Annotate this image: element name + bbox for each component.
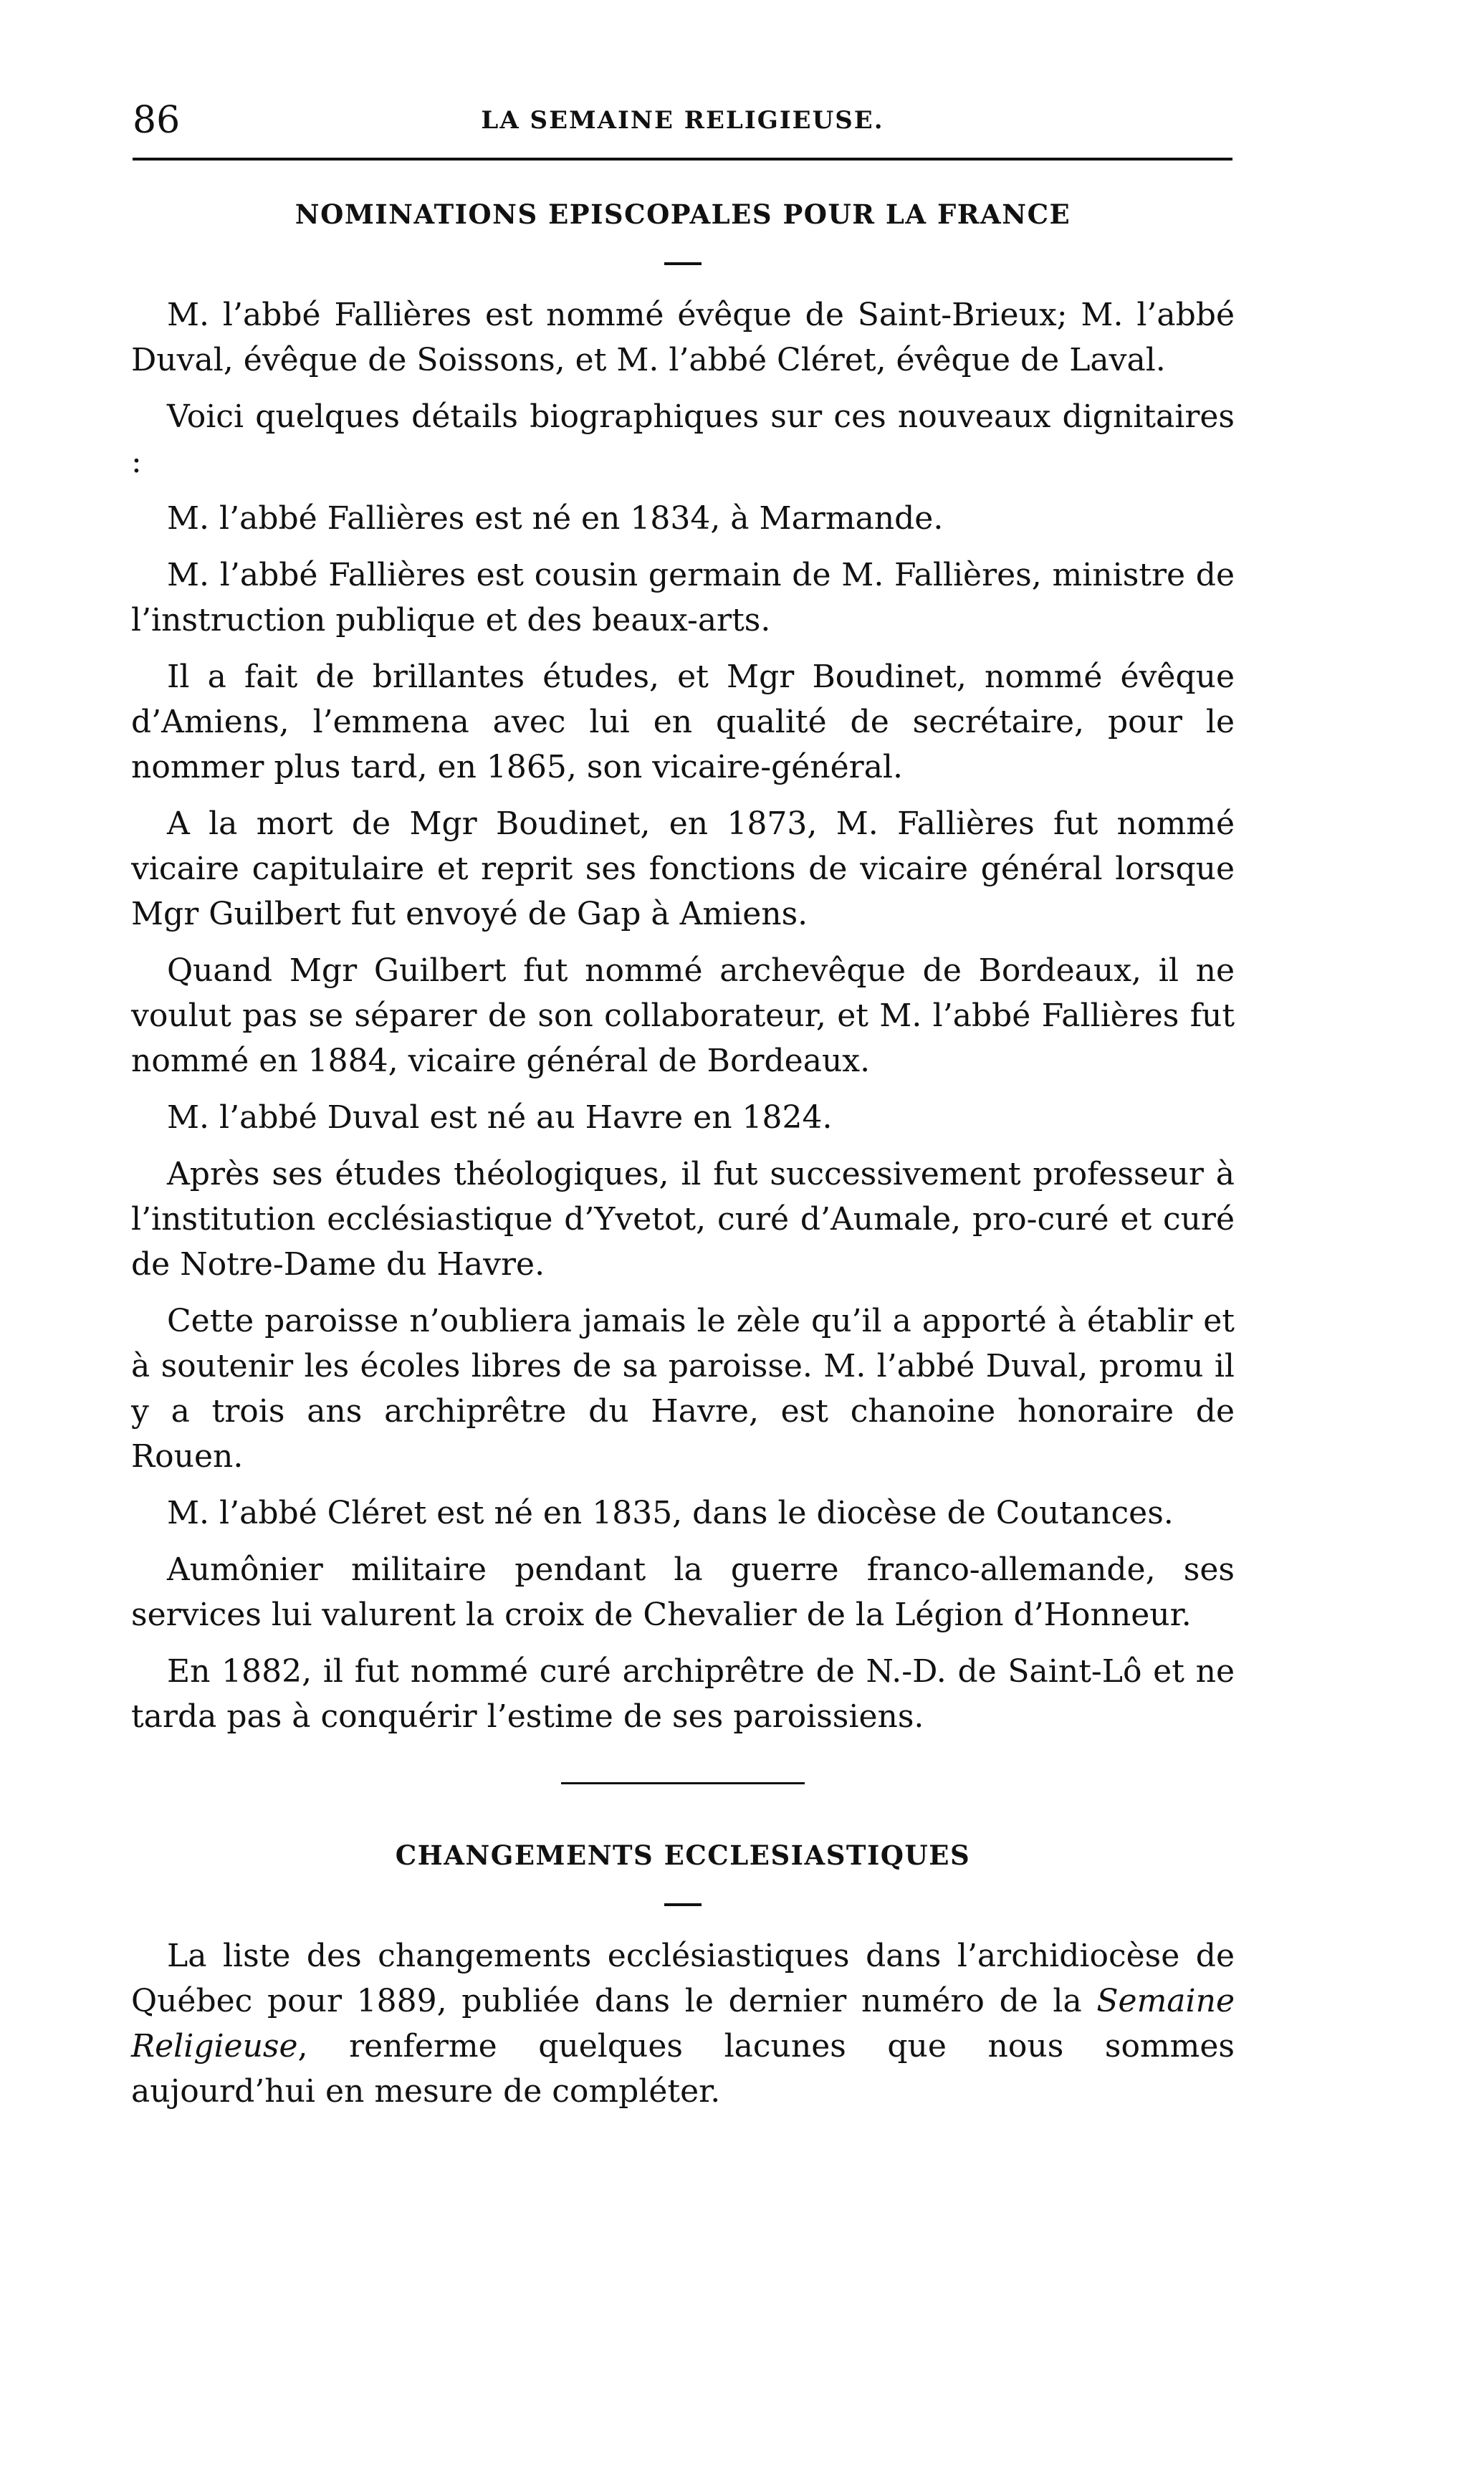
paragraph: En 1882, il fut nommé curé archiprêtre de N.-D. de Saint-Lô et ne tarda pas à conquérir l’estime de ses paroissiens. — [131, 1653, 1235, 1735]
paragraph: A la mort de Mgr Boudinet, en 1873, M. Fallières fut nommé vicaire capitulaire et reprit ses fonctions de vicaire général lorsque Mgr Guilbert fut envoyé de Gap à Amiens. — [131, 805, 1235, 932]
heading-dash — [664, 1903, 702, 1906]
paragraph: M. l’abbé Fallières est nommé évêque de Saint-Brieux; M. l’abbé Duval, évêque de Soissons, et M. l’abbé Cléret, évêque de Laval. — [131, 297, 1235, 378]
section-heading-changements: CHANGEMENTS ECCLESIASTIQUES — [395, 1839, 971, 1871]
heading-dash — [664, 262, 702, 265]
paragraph: Voici quelques détails biographiques sur ces nouveaux dignitaires : — [131, 398, 1235, 480]
page-content — [131, 193, 1235, 2125]
paragraph: M. l’abbé Cléret est né en 1835, dans le diocèse de Coutances. — [167, 1495, 1174, 1531]
journal-title: Semaine Religieuse — [131, 1983, 1235, 2065]
header-rule — [133, 158, 1232, 161]
paragraph: M. l’abbé Duval est né au Havre en 1824. — [167, 1099, 833, 1136]
paragraph: Aumônier militaire pendant la guerre franco-allemande, ses services lui valurent la croix de Chevalier de la Légion d’Honneur. — [131, 1551, 1235, 1633]
paragraph-text: La liste des changements ecclésiastiques dans l’archidiocèse de Québec pour 1889, publiée dans le dernier numéro de la — [131, 1938, 1235, 2019]
page-number: 86 — [133, 99, 181, 142]
paragraph: Il a fait de brillantes études, et Mgr Boudinet, nommé évêque d’Amiens, l’emmena avec lui en qualité de secrétaire, pour le nommer plus tard, en 1865, son vicaire-général. — [131, 659, 1235, 785]
paragraph: Quand Mgr Guilbert fut nommé archevêque de Bordeaux, il ne voulut pas se séparer de son collaborateur, et M. l’abbé Fallières fut nommé en 1884, vicaire général de Bordeaux. — [131, 952, 1235, 1079]
paragraph: M. l’abbé Fallières est né en 1834, à Marmande. — [167, 500, 944, 537]
paragraph: Après ses études théologiques, il fut successivement professeur à l’institution ecclésiastique d’Yvetot, curé d’Aumale, pro-curé et curé de Notre-Dame du Havre. — [131, 1156, 1235, 1283]
paragraph: Cette paroisse n’oubliera jamais le zèle qu’il a apporté à établir et à soutenir les écoles libres de sa paroisse. M. l’abbé Duval, promu il y a trois ans archiprêtre du Havre, est chanoine honoraire de Rouen. — [131, 1303, 1235, 1475]
running-head — [133, 99, 1232, 142]
section-heading-nominations: NOMINATIONS EPISCOPALES POUR LA FRANCE — [295, 198, 1071, 230]
section-divider — [561, 1782, 805, 1784]
running-title: LA SEMAINE RELIGIEUSE. — [481, 106, 884, 135]
paragraph-changements — [131, 1933, 1235, 2114]
paragraph-text: , renferme quelques lacunes que nous sommes aujourd’hui en mesure de compléter. — [131, 2028, 1235, 2110]
paragraph: M. l’abbé Fallières est cousin germain de M. Fallières, ministre de l’instruction publique et des beaux-arts. — [131, 557, 1235, 638]
